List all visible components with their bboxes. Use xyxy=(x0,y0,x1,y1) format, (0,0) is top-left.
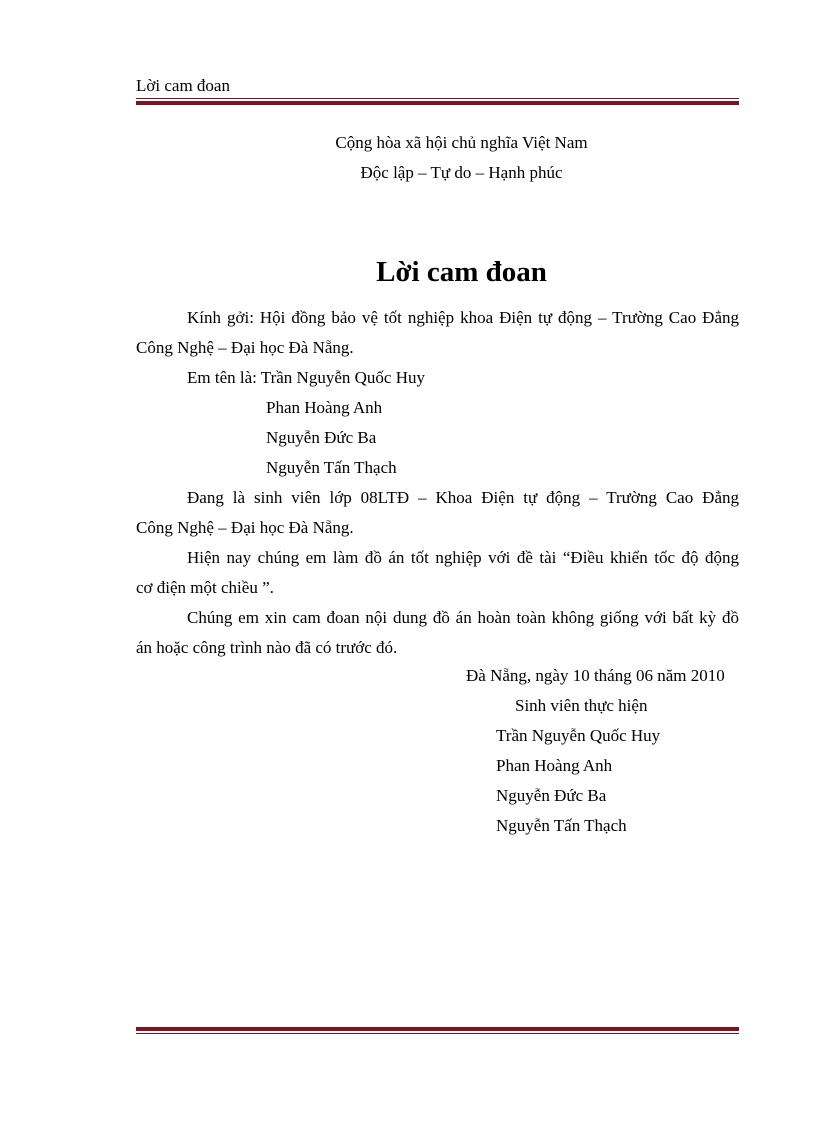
names-intro: Em tên là: Trần Nguyễn Quốc Huy xyxy=(187,368,425,387)
team-member-name: Nguyễn Tấn Thạch xyxy=(266,458,397,477)
recipient-line-1: Kính gởi: Hội đồng bảo vệ tốt nghiệp khoa Điện tự động – Trường Cao Đẳng xyxy=(187,308,739,327)
team-member-name: Nguyễn Đức Ba xyxy=(266,428,377,447)
team-member-name: Phan Hoàng Anh xyxy=(266,398,383,417)
footer-rule xyxy=(136,1025,739,1034)
signer-name: Nguyễn Đức Ba xyxy=(496,786,607,805)
signature-role: Sinh viên thực hiện xyxy=(515,696,648,715)
signer-name: Nguyễn Tấn Thạch xyxy=(496,816,627,835)
project-line-1: Hiện nay chúng em làm đồ án tốt nghiệp với đề tài “Điều khiển tốc độ động xyxy=(187,548,739,567)
pledge-line-1: Chúng em xin cam đoan nội dung đồ án hoàn toàn không giống với bất kỳ đồ xyxy=(187,608,739,627)
signer-name: Phan Hoàng Anh xyxy=(496,756,613,775)
project-line-2: cơ điện một chiều ”. xyxy=(136,578,274,597)
motto-line-2: Độc lập – Tự do – Hạnh phúc xyxy=(360,163,563,182)
page-title: Lời cam đoan xyxy=(376,256,547,288)
place-date: Đà Nẵng, ngày 10 tháng 06 năm 2010 xyxy=(466,666,725,685)
pledge-line-2: án hoặc công trình nào đã có trước đó. xyxy=(136,638,398,657)
header-rule xyxy=(136,98,739,105)
class-line-1: Đang là sinh viên lớp 08LTĐ – Khoa Điện tự động – Trường Cao Đẳng xyxy=(187,488,739,507)
signer-name: Trần Nguyễn Quốc Huy xyxy=(496,726,661,745)
class-line-2: Công Nghệ – Đại học Đà Nẵng. xyxy=(136,518,354,537)
recipient-line-2: Công Nghệ – Đại học Đà Nẵng. xyxy=(136,338,354,357)
running-header: Lời cam đoan xyxy=(136,76,230,95)
motto-line-1: Cộng hòa xã hội chủ nghĩa Việt Nam xyxy=(335,133,588,152)
